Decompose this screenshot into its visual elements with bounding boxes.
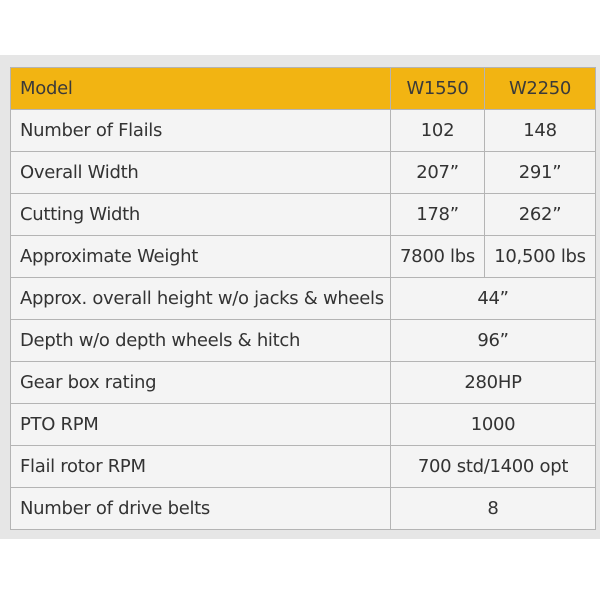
row-label: Approximate Weight xyxy=(11,236,391,278)
table-row xyxy=(11,110,596,152)
row-label: Number of Flails xyxy=(11,110,391,152)
cell-w2250: 262” xyxy=(485,194,596,236)
table-row xyxy=(11,320,596,362)
header-model-w1550: W1550 xyxy=(391,68,485,110)
cell-w1550: 207” xyxy=(391,152,485,194)
table-row xyxy=(11,278,596,320)
table-row xyxy=(11,488,596,530)
cell-w1550: 102 xyxy=(391,110,485,152)
row-label: Number of drive belts xyxy=(11,488,391,530)
cell-shared: 700 std/1400 opt xyxy=(391,446,596,488)
row-label: Approx. overall height w/o jacks & wheels xyxy=(11,278,391,320)
cell-shared: 1000 xyxy=(391,404,596,446)
row-label: PTO RPM xyxy=(11,404,391,446)
row-label: Overall Width xyxy=(11,152,391,194)
table-row xyxy=(11,446,596,488)
cell-shared: 280HP xyxy=(391,362,596,404)
row-label: Depth w/o depth wheels & hitch xyxy=(11,320,391,362)
cell-w2250: 10,500 lbs xyxy=(485,236,596,278)
row-label: Gear box rating xyxy=(11,362,391,404)
cell-shared: 8 xyxy=(391,488,596,530)
row-label: Flail rotor RPM xyxy=(11,446,391,488)
table-header-row xyxy=(11,68,596,110)
specifications-table xyxy=(10,67,596,530)
cell-w1550: 178” xyxy=(391,194,485,236)
cell-w1550: 7800 lbs xyxy=(391,236,485,278)
cell-w2250: 291” xyxy=(485,152,596,194)
header-model-w2250: W2250 xyxy=(485,68,596,110)
table-row xyxy=(11,194,596,236)
cell-shared: 96” xyxy=(391,320,596,362)
row-label: Cutting Width xyxy=(11,194,391,236)
cell-w2250: 148 xyxy=(485,110,596,152)
table-row xyxy=(11,404,596,446)
header-model-label: Model xyxy=(11,68,391,110)
table-row xyxy=(11,152,596,194)
table-row xyxy=(11,362,596,404)
cell-shared: 44” xyxy=(391,278,596,320)
table-row xyxy=(11,236,596,278)
